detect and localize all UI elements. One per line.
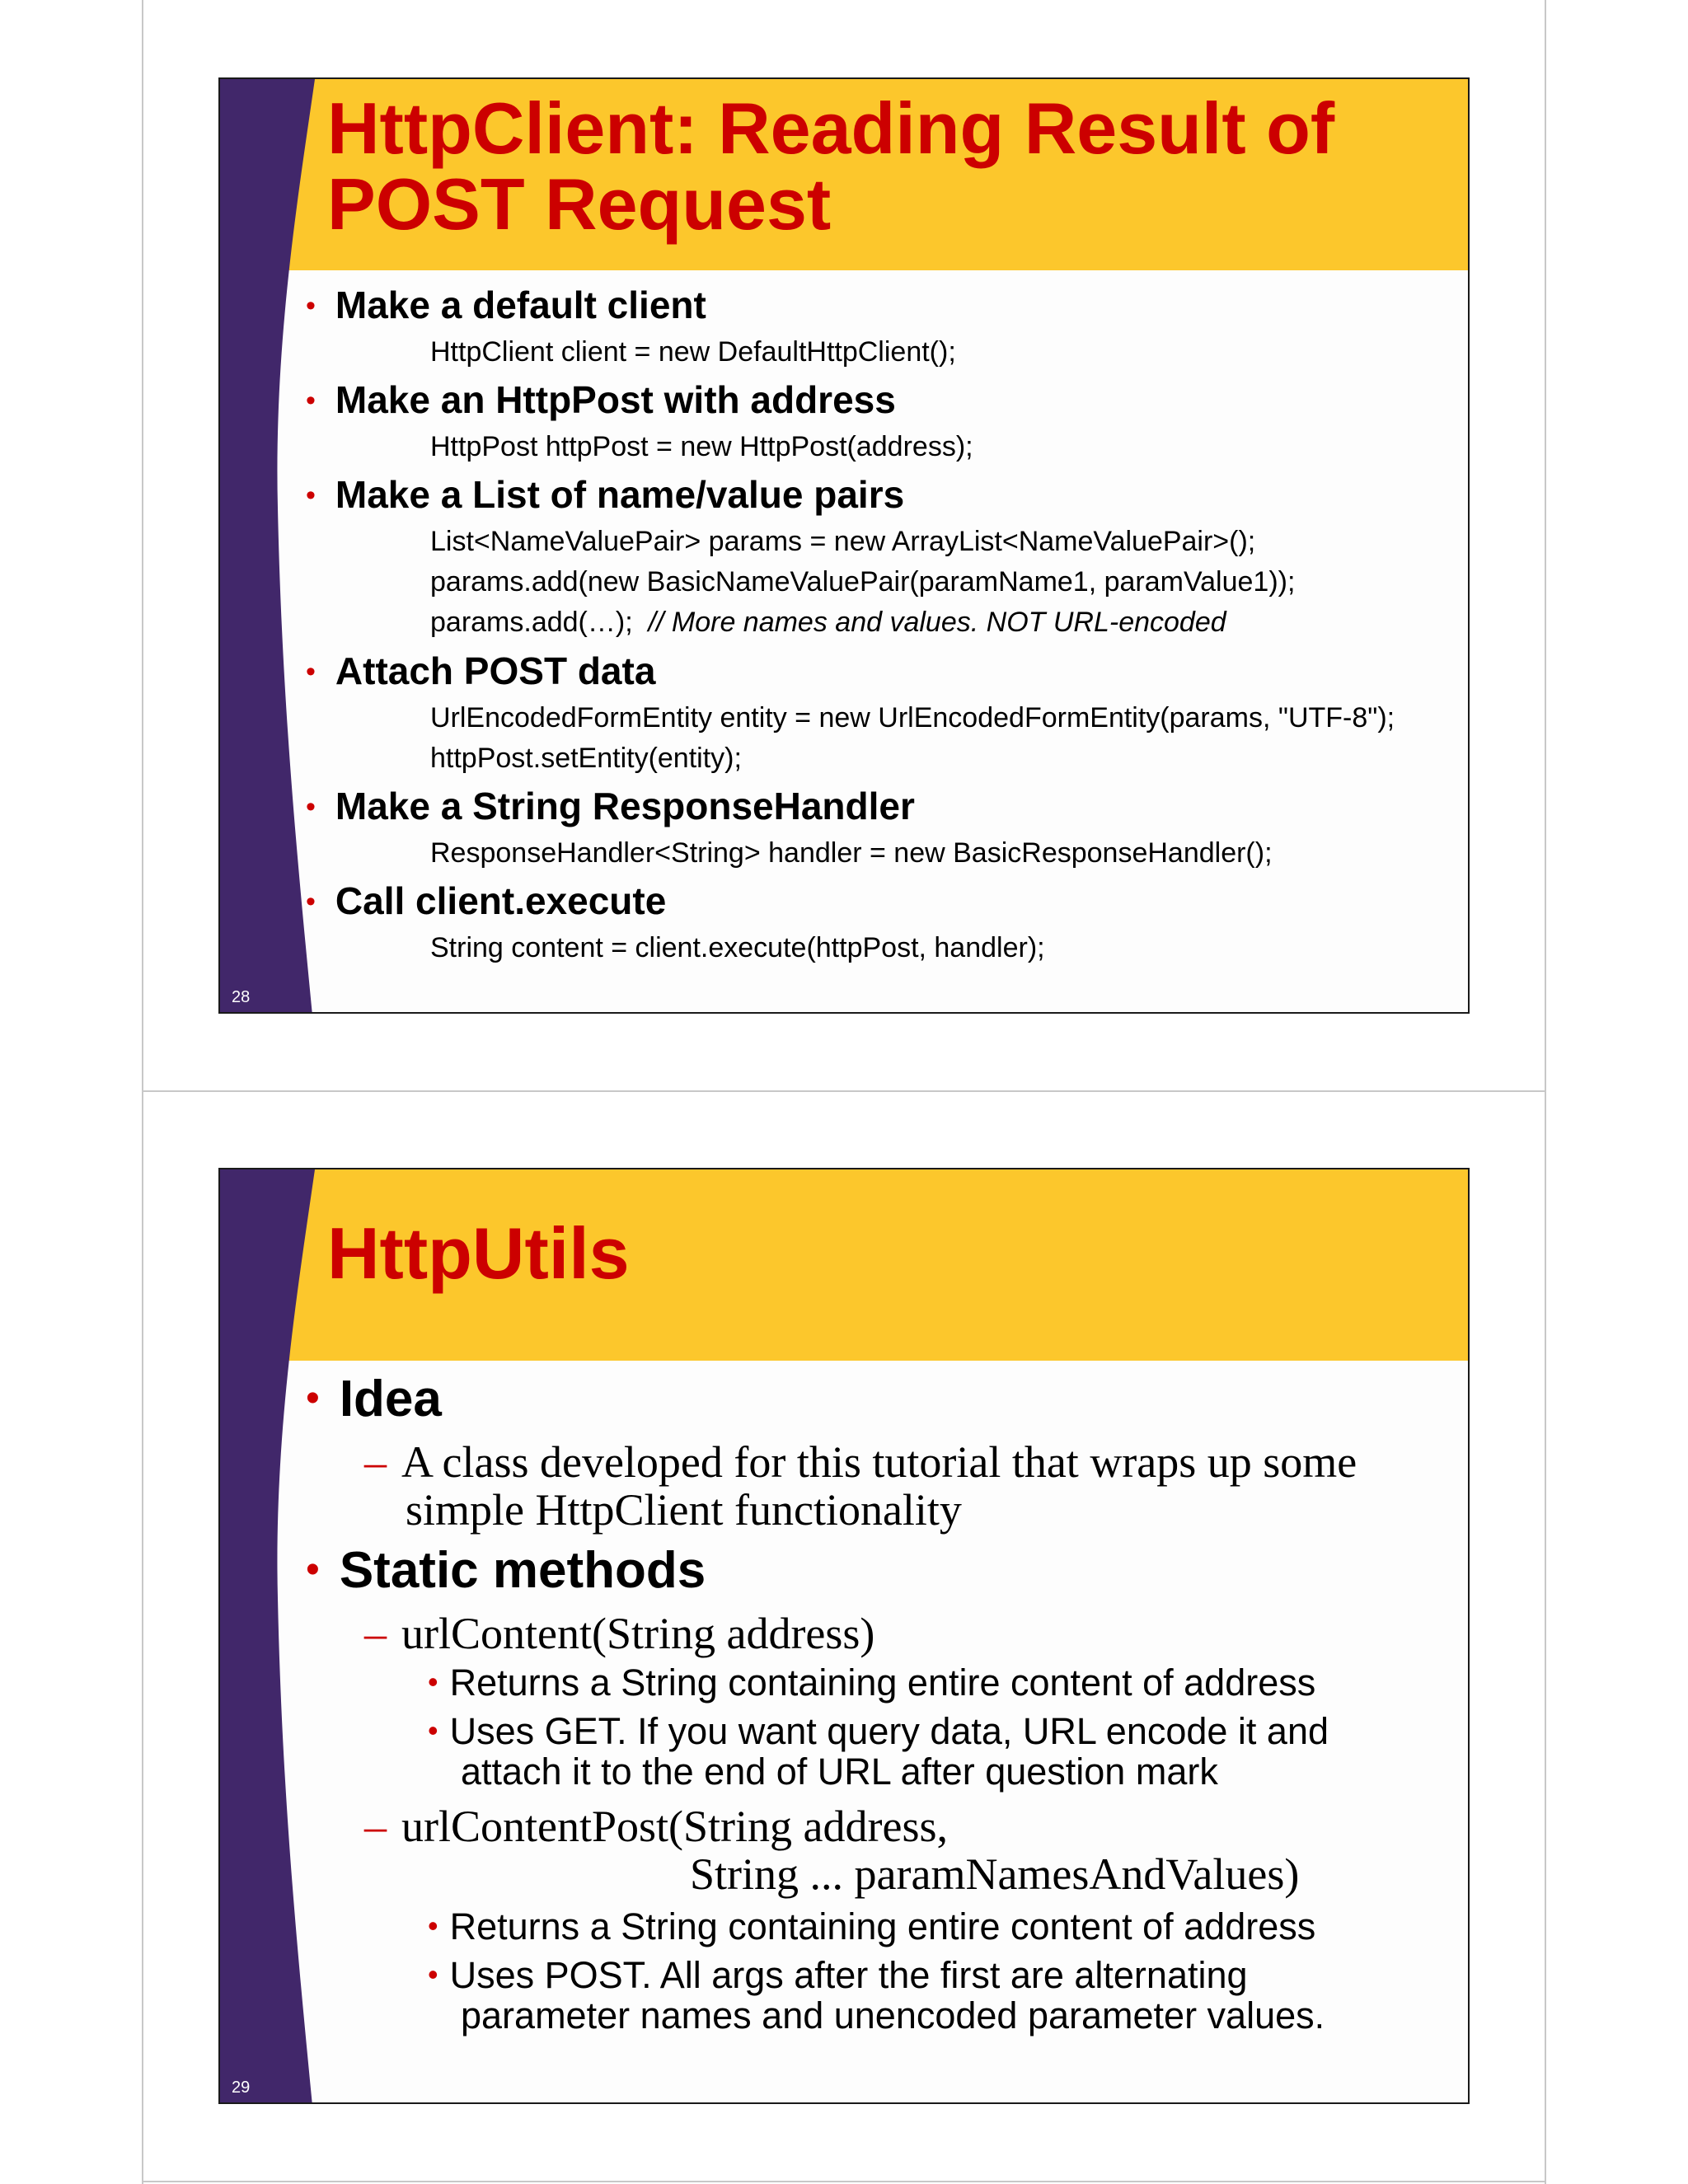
bullet-dot-icon: • (306, 480, 316, 511)
slide-title: HttpClient: Reading Result of POST Request (327, 87, 1335, 245)
code-line: httpPost.setEntity(entity); (430, 743, 742, 774)
method-point: • Uses POST. All args after the first are alternating (428, 1954, 1248, 1996)
code-line: UrlEncodedFormEntity entity = new UrlEncodedFormEntity(params, "UTF-8"); (430, 702, 1395, 733)
sub-point-idea: – A class developed for this tutorial that wraps up some (364, 1437, 1357, 1487)
page-bottom-divider (142, 2181, 1546, 2182)
bullet-static-methods: • Static methods (306, 1542, 706, 1599)
bullet-default-client: • Make a default client (306, 284, 706, 326)
code-line: ResponseHandler<String> handler = new BasicResponseHandler(); (430, 837, 1273, 869)
code-line: List<NameValuePair> params = new ArrayList<NameValuePair>(); (430, 526, 1256, 557)
bullet-name-value-pairs: • Make a List of name/value pairs (306, 473, 905, 516)
code-line: HttpClient client = new DefaultHttpClient(); (430, 336, 956, 368)
code-comment: // More names and values. NOT URL-encoded (648, 607, 1226, 638)
bullet-dot-icon: • (306, 791, 316, 823)
code-line: params.add(new BasicNameValuePair(paramName1, paramValue1)); (430, 566, 1296, 598)
method-url-content-post: – urlContentPost(String address, (364, 1802, 948, 1851)
code-line: HttpPost httpPost = new HttpPost(address); (430, 431, 973, 462)
bullet-dot-icon: • (306, 385, 316, 416)
method-point-continuation: parameter names and unencoded parameter values. (461, 1994, 1325, 2036)
bullet-dot-icon: • (306, 886, 316, 917)
slide-29 (218, 1168, 1470, 2104)
code-line: String content = client.execute(httpPost, handler); (430, 932, 1045, 963)
method-url-content: – urlContent(String address) (364, 1609, 875, 1658)
method-point: • Returns a String containing entire content of address (428, 1661, 1316, 1704)
bullet-idea: • Idea (306, 1371, 442, 1427)
slide-title: HttpUtils (327, 1212, 630, 1294)
bullet-dot-icon: • (306, 656, 316, 687)
method-point-continuation: attach it to the end of URL after question mark (461, 1750, 1218, 1793)
slide-28 (218, 77, 1470, 1014)
bullet-dot-icon: • (306, 1376, 320, 1420)
sub-point-continuation: simple HttpClient functionality (406, 1485, 962, 1535)
method-point: • Returns a String containing entire content of address (428, 1905, 1316, 1947)
bullet-dot-icon: • (306, 1548, 320, 1591)
code-line: params.add(…); // More names and values. NOT URL-encoded (430, 607, 1226, 638)
bullet-dot-icon: • (306, 290, 316, 321)
method-signature-continuation: String ... paramNamesAndValues) (690, 1849, 1300, 1899)
bullet-response-handler: • Make a String ResponseHandler (306, 785, 915, 827)
bullet-client-execute: • Call client.execute (306, 879, 667, 922)
page-divider (142, 1090, 1546, 1092)
slide-number: 28 (232, 988, 251, 1006)
bullet-attach-post-data: • Attach POST data (306, 649, 656, 692)
bullet-httppost: • Make an HttpPost with address (306, 378, 896, 421)
method-point: • Uses GET. If you want query data, URL encode it and (428, 1710, 1329, 1752)
slide-number: 29 (232, 2079, 251, 2097)
